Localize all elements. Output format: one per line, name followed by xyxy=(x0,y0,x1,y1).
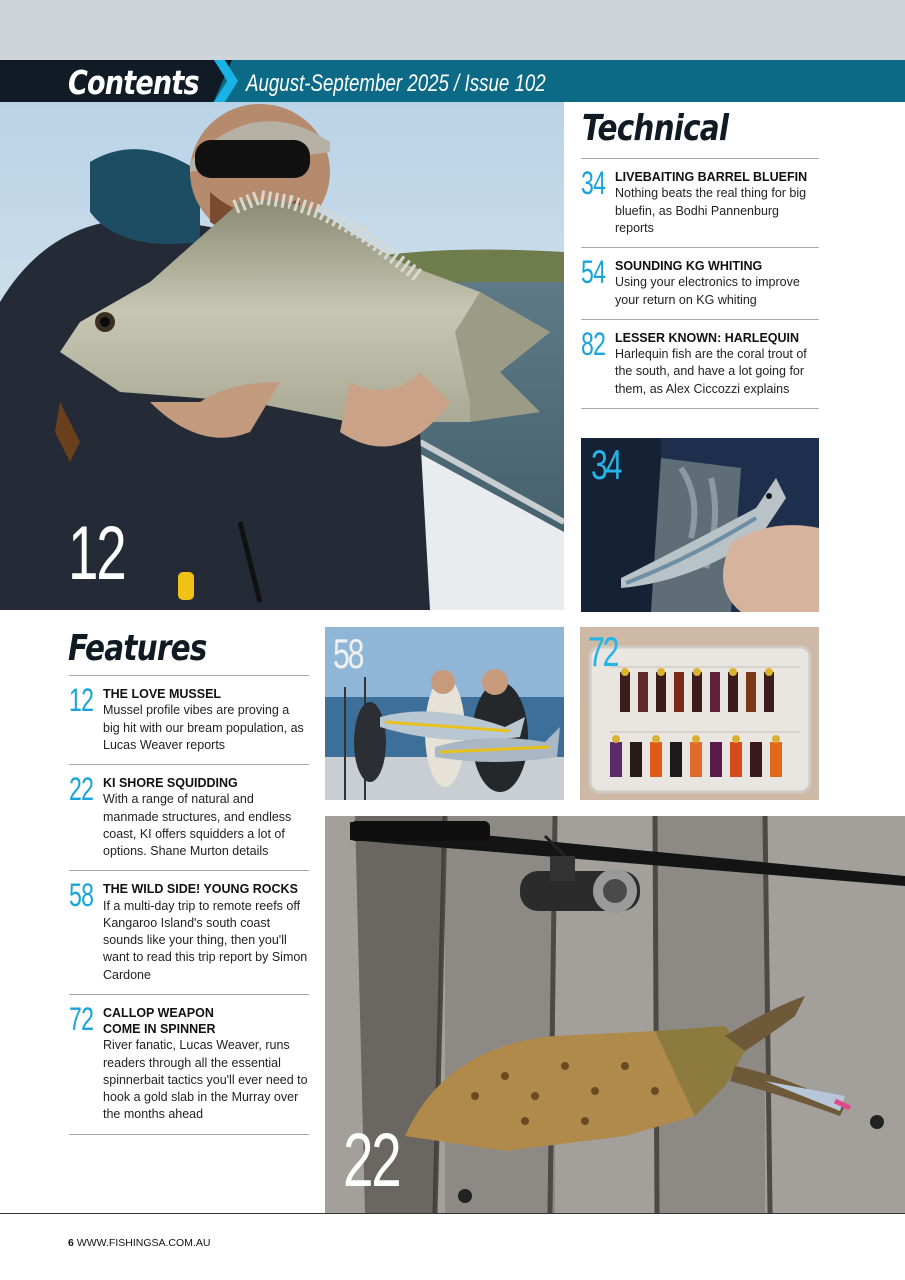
toc-headline: LESSER KNOWN: HARLEQUIN xyxy=(615,330,800,345)
page-title: Contents xyxy=(68,63,199,102)
toc-description: River fanatic, Lucas Weaver, runs readers through all the essential spinnerbait tactics you'll ever need to hook a gold slab in the Murray over the months ahead xyxy=(103,1038,308,1122)
toc-entry-feature-58[interactable] xyxy=(69,870,309,994)
footer-url[interactable]: WWW.FISHINGSA.COM.AU xyxy=(76,1237,211,1249)
toc-entry-technical-34[interactable] xyxy=(581,158,819,247)
toc-page-number: 82 xyxy=(581,325,606,362)
toc-entry-technical-82[interactable] xyxy=(581,319,819,409)
toc-page-number: 34 xyxy=(581,165,606,201)
toc-entry-feature-72[interactable] xyxy=(69,994,309,1135)
toc-description: Nothing beats the real thing for big bluefin, as Bodhi Pannenburg reports xyxy=(615,186,807,235)
spinnerbaits-page-number: 72 xyxy=(588,628,618,675)
technical-title: Technical xyxy=(582,108,729,149)
kingfish-photo[interactable] xyxy=(325,627,564,800)
toc-headline: SOUNDING KG WHITING xyxy=(615,259,763,273)
technical-list xyxy=(581,158,819,409)
bream-photo[interactable] xyxy=(0,102,564,610)
toc-description: If a multi-day trip to remote reefs off Kangaroo Island's south coast sounds like your thing, then you'll want to read this trip report by Simon Cardone xyxy=(103,898,308,982)
squid-image xyxy=(325,816,905,1213)
toc-page-number: 72 xyxy=(69,1000,94,1037)
toc-description: Using your electronics to improve your return on KG whiting xyxy=(615,275,800,307)
squid-photo[interactable] xyxy=(325,816,905,1213)
kingfish-page-number: 58 xyxy=(333,630,363,677)
toc-entry-feature-12[interactable] xyxy=(69,675,309,764)
bream-page-number: 12 xyxy=(68,511,125,596)
toc-description: Mussel profile vibes are proving a big hit with our bream population, as Lucas Weaver reports xyxy=(103,703,304,752)
toc-headline: CALLOP WEAPON COME IN SPINNER xyxy=(103,1005,216,1036)
toc-entry-feature-22[interactable] xyxy=(69,764,309,870)
toc-headline: LIVEBAITING BARREL BLUEFIN xyxy=(615,170,808,184)
features-title: Features xyxy=(68,628,207,669)
toc-description: With a range of natural and manmade structures, and endless coast, KI offers squidders a lot of options. Shane Murton details xyxy=(103,792,292,858)
toc-page-number: 58 xyxy=(69,877,94,914)
toc-headline: THE WILD SIDE! YOUNG ROCKS xyxy=(103,882,298,897)
toc-headline: KI SHORE SQUIDDING xyxy=(103,776,238,790)
footer-rule xyxy=(0,1213,905,1214)
toc-headline: THE LOVE MUSSEL xyxy=(103,687,222,701)
issue-label: August-September 2025 / Issue 102 xyxy=(246,70,546,97)
features-list xyxy=(69,675,309,1135)
toc-description: Harlequin fish are the coral trout of the south, and have a lot going for them, as Alex Ciccozzi explains xyxy=(615,347,807,396)
bluefin-photo[interactable] xyxy=(581,438,819,612)
spinnerbaits-photo[interactable] xyxy=(580,627,819,800)
squid-page-number: 22 xyxy=(343,1118,400,1203)
top-band xyxy=(0,0,905,60)
toc-page-number: 54 xyxy=(581,254,606,290)
toc-entry-technical-54[interactable] xyxy=(581,247,819,319)
footer-page-number: 6 xyxy=(68,1237,74,1249)
toc-page-number: 12 xyxy=(69,682,94,718)
footer xyxy=(68,1237,210,1249)
toc-page-number: 22 xyxy=(69,771,94,807)
bluefin-page-number: 34 xyxy=(591,441,621,488)
